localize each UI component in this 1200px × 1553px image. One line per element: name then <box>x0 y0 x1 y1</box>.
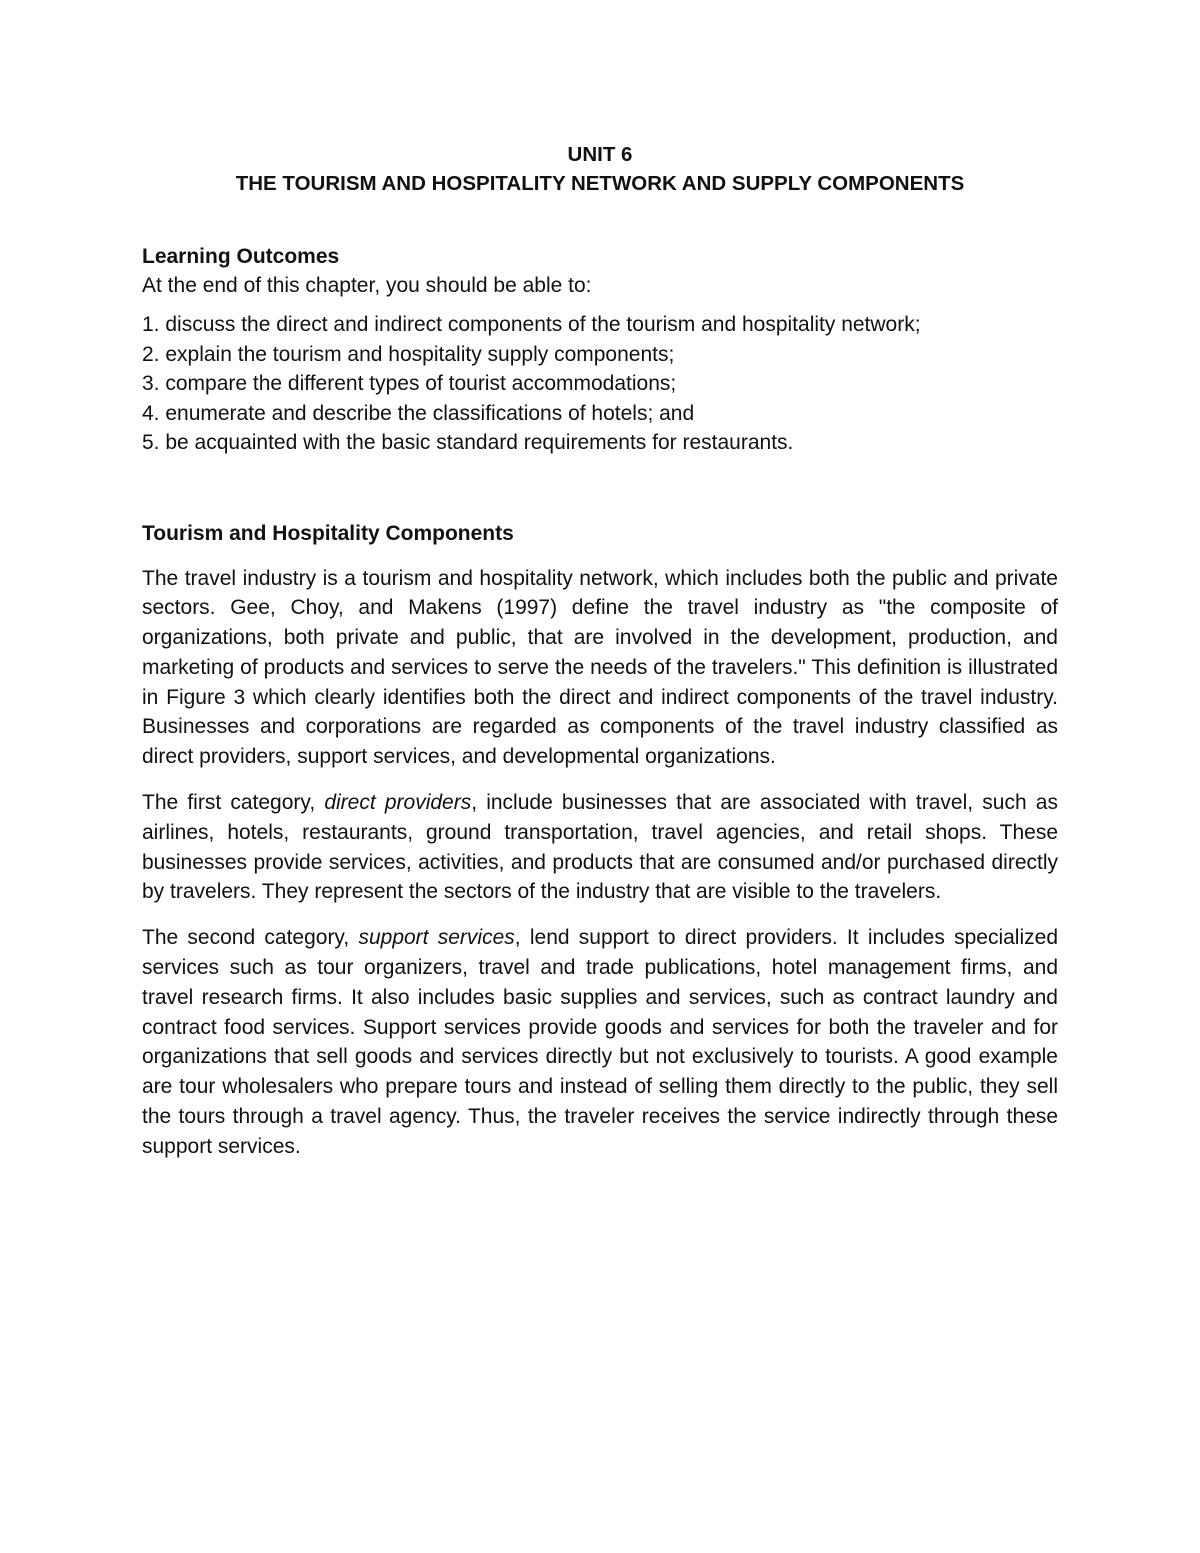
term-support-services: support services <box>358 926 515 950</box>
components-heading: Tourism and Hospitality Components <box>142 521 514 545</box>
paragraph-travel-industry: The travel industry is a tourism and hospitality network, which includes both the public and private sectors. Gee, Choy, and Makens (1997) define the travel industry as "the composite of organizations, both private and public, that are involved in the development, production, and marketing of products and services to serve the needs of the travelers." This definition is illustrated in Figure 3 which clearly identifies both the direct and indirect components of the travel industry. Businesses and corporations are regarded as components of the travel industry classified as direct providers, support services, and developmental organizations. <box>142 566 1058 769</box>
list-item: 2. explain the tourism and hospitality supply components; <box>142 342 675 366</box>
list-item: 3. compare the different types of tourist accommodations; <box>142 372 677 395</box>
paragraph-direct-providers <box>142 788 1058 907</box>
learning-outcomes-list <box>142 310 1058 458</box>
paragraph-support-services <box>142 923 1058 1161</box>
paragraph-text: The first category, <box>142 791 325 815</box>
learning-outcomes-intro: At the end of this chapter, you should be able to: <box>142 274 592 297</box>
term-direct-providers: direct providers <box>324 791 472 815</box>
list-item: 1. discuss the direct and indirect components of the tourism and hospitality network; <box>142 313 921 336</box>
unit-number: UNIT 6 <box>567 143 633 166</box>
list-item: 4. enumerate and describe the classifications of hotels; and <box>142 401 695 425</box>
list-item: 5. be acquainted with the basic standard requirements for restaurants. <box>142 431 794 454</box>
page-content <box>142 140 1058 1162</box>
paragraph-text: , include businesses that are associated with travel, such as airlines, hotels, restaurants, ground transportation, travel agencies, and retail shops. These businesses provide services, activities, and products that are consumed and/or purchased directly by travelers. They represent the sectors of the industry that are visible to the travelers. <box>142 791 1058 904</box>
paragraph-text: , lend support to direct providers. It includes specialized services such as tour organizers, travel and trade publications, hotel management firms, and travel research firms. It also includes basic supplies and services, such as contract laundry and contract food services. Support services provide goods and services for both the traveler and for organizations that sell goods and services directly but not exclusively to tourists. A good example are tour wholesalers who prepare tours and instead of selling them directly to the public, they sell the tours through a travel agency. Thus, the traveler receives the service indirectly through these support services. <box>142 926 1058 1158</box>
paragraph-text: The second category, <box>142 926 359 950</box>
unit-header <box>142 140 1058 198</box>
unit-title: THE TOURISM AND HOSPITALITY NETWORK AND SUPPLY COMPONENTS <box>235 172 965 195</box>
learning-outcomes-heading: Learning Outcomes <box>142 245 340 268</box>
